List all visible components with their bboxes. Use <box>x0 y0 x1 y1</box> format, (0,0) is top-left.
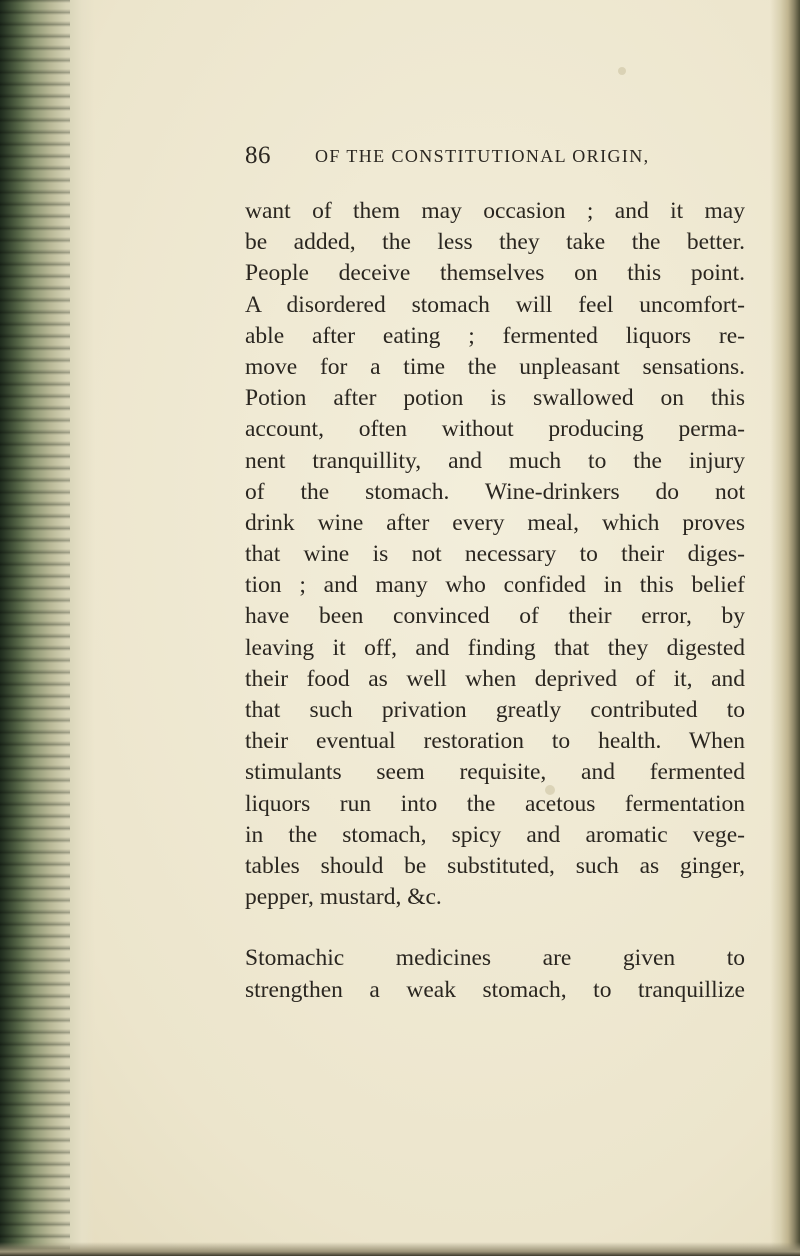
text-line: drink wine after every meal, which proves <box>245 509 745 536</box>
text-line: their eventual restoration to health. When <box>245 728 745 755</box>
text-line: A disordered stomach will feel uncomfort- <box>245 291 745 318</box>
page-edge-shadow <box>770 0 800 1256</box>
text-line: that such privation greatly contributed to <box>245 697 745 723</box>
text-line: account, often without producing perma- <box>245 416 745 443</box>
body-text <box>245 196 745 1006</box>
paragraph <box>245 943 745 1005</box>
text-line: Potion after potion is swallowed on this <box>245 385 745 412</box>
text-line: Stomachic medicines are given to <box>245 945 745 972</box>
text-line: liquors run into the acetous fermentation <box>245 790 745 817</box>
paragraph-gap <box>245 913 745 943</box>
page-number: 86 <box>245 142 271 169</box>
text-line: that wine is not necessary to their diges- <box>245 541 745 568</box>
text-line: leaving it off, and finding that they digested <box>245 634 745 661</box>
text-line: move for a time the unpleasant sensations. <box>245 353 745 380</box>
text-line: nent tranquillity, and much to the injury <box>245 447 745 474</box>
running-title: OF THE CONSTITUTIONAL ORIGIN, <box>315 146 650 166</box>
text-line: strengthen a weak stomach, to tranquillize <box>245 976 745 1003</box>
text-line: People deceive themselves on this point. <box>245 260 745 287</box>
text-line: tables should be substituted, such as ginger, <box>245 852 745 879</box>
binding-texture <box>0 0 70 1256</box>
page-header <box>245 142 685 178</box>
paragraph <box>245 196 745 913</box>
text-line: pepper, mustard, &c. <box>245 884 442 911</box>
text-line: want of them may occasion ; and it may <box>245 198 745 224</box>
text-line: in the stomach, spicy and aromatic vege- <box>245 821 745 848</box>
page-bottom-shadow <box>0 1242 800 1256</box>
text-line: their food as well when deprived of it, and <box>245 665 745 692</box>
text-line: of the stomach. Wine-drinkers do not <box>245 478 745 505</box>
text-line: stimulants seem requisite, and fermented <box>245 759 745 786</box>
text-line: be added, the less they take the better. <box>245 229 745 256</box>
text-line: have been convinced of their error, by <box>245 603 745 630</box>
paper-spot <box>618 67 626 75</box>
text-line: tion ; and many who confided in this belief <box>245 572 745 599</box>
text-line: able after eating ; fermented liquors re- <box>245 322 745 349</box>
